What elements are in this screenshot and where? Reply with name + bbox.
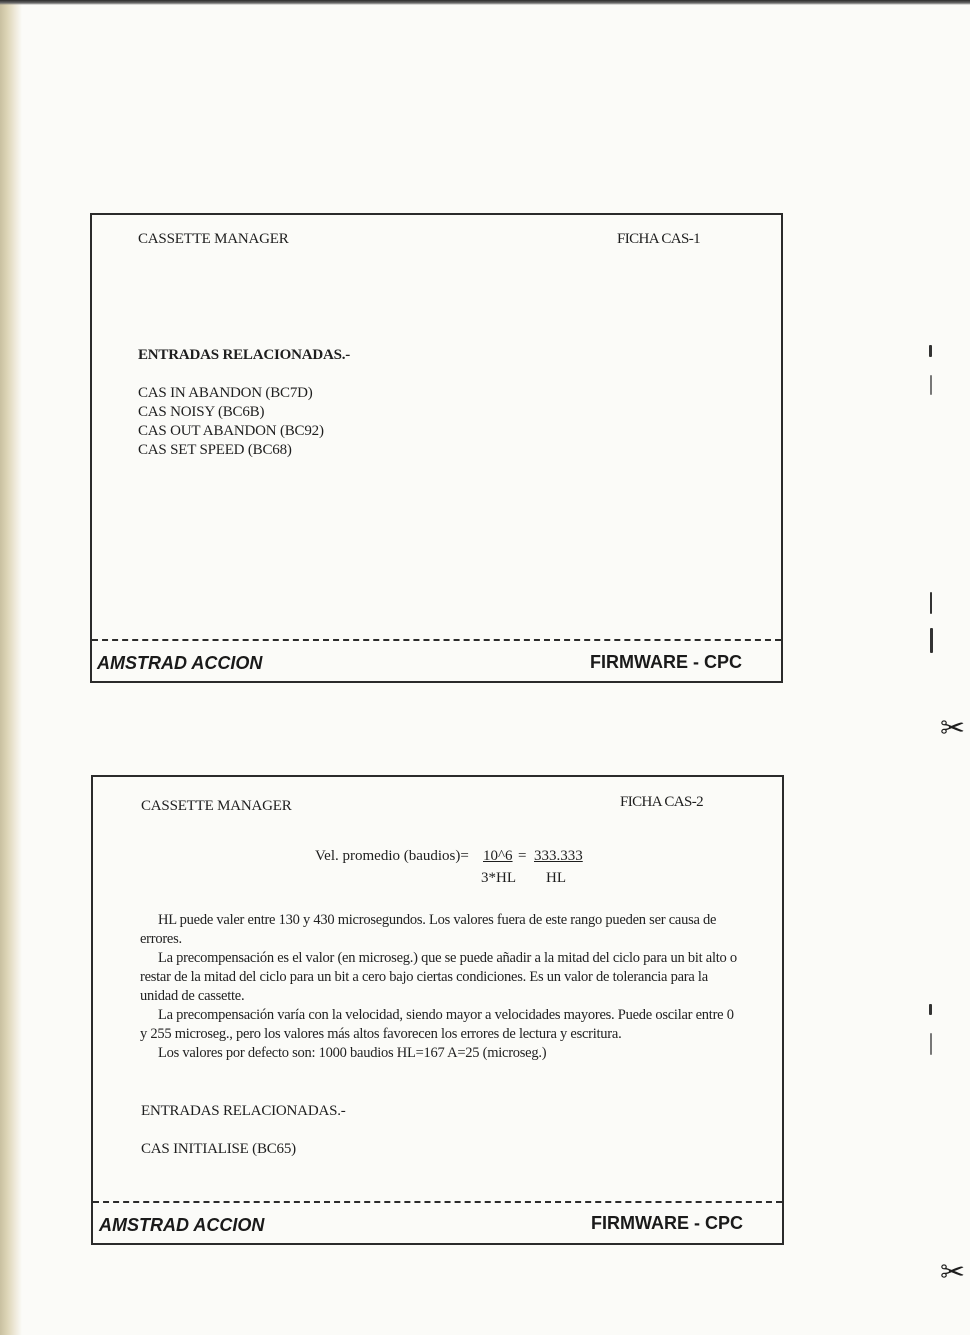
footer-series: FIRMWARE - CPC [591,1213,743,1233]
description-paragraph: La precompensación varía con la velocidad, siendo mayor a velocidades mayores. Puede oscilar entre 0 y 255 microseg., pero los valores más altos favorecen los errores de lectura y escritura. [140,1007,734,1042]
scissors-icon: ✂ [940,1258,966,1288]
formula-prefix: Vel. promedio (baudios)= [315,848,469,864]
card-header-ficha: FICHA CAS-2 [620,794,704,810]
footer-series: FIRMWARE - CPC [590,652,742,672]
entry-item: CAS OUT ABANDON (BC92) [138,423,324,439]
formula-numerator-1: 10^6 [483,848,513,864]
footer-brand: AMSTRAD ACCION [97,653,263,673]
cut-mark [929,1004,932,1015]
section-title: ENTRADAS RELACIONADAS.- [138,347,351,363]
cut-mark [929,345,932,357]
scissors-icon: ✂ [940,714,966,744]
entry-item: CAS SET SPEED (BC68) [138,442,292,458]
description-paragraph: La precompensación es el valor (en microseg.) que se puede añadir a la mitad del ciclo para un bit alto o restar de la mitad del ciclo para un bit a cero bajo ciertas condiciones. Es un valor de tolerancia para la unidad de cassette. [140,950,737,1004]
formula-numerator-2: 333.333 [534,848,583,864]
section-title: ENTRADAS RELACIONADAS.- [141,1103,346,1119]
card-header-title: CASSETTE MANAGER [138,231,289,247]
binding-edge [0,0,22,1335]
entry-item: CAS IN ABANDON (BC7D) [138,385,313,401]
cut-dashed-rule [92,639,781,641]
description-text [140,911,740,1063]
page-top-edge [0,0,970,5]
formula-equals: = [518,848,527,864]
card-header-ficha: FICHA CAS-1 [617,231,701,247]
cut-mark [930,1033,932,1055]
cut-mark [930,375,932,395]
formula-denominator-1: 3*HL [481,870,516,886]
ficha-card-cas-1 [90,213,783,683]
entry-item: CAS INITIALISE (BC65) [141,1141,296,1157]
formula-denominator-2: HL [546,870,566,886]
entry-item: CAS NOISY (BC6B) [138,404,265,420]
cut-dashed-rule [93,1201,782,1203]
cut-mark [930,628,933,653]
footer-brand: AMSTRAD ACCION [99,1215,265,1235]
description-paragraph: Los valores por defecto son: 1000 baudios HL=167 A=25 (microseg.) [158,1045,547,1061]
ficha-card-cas-2 [91,775,784,1245]
description-paragraph: HL puede valer entre 130 y 430 microsegundos. Los valores fuera de este rango pueden ser causa de errores. [140,912,717,947]
cut-mark [930,592,932,614]
card-header-title: CASSETTE MANAGER [141,798,292,814]
